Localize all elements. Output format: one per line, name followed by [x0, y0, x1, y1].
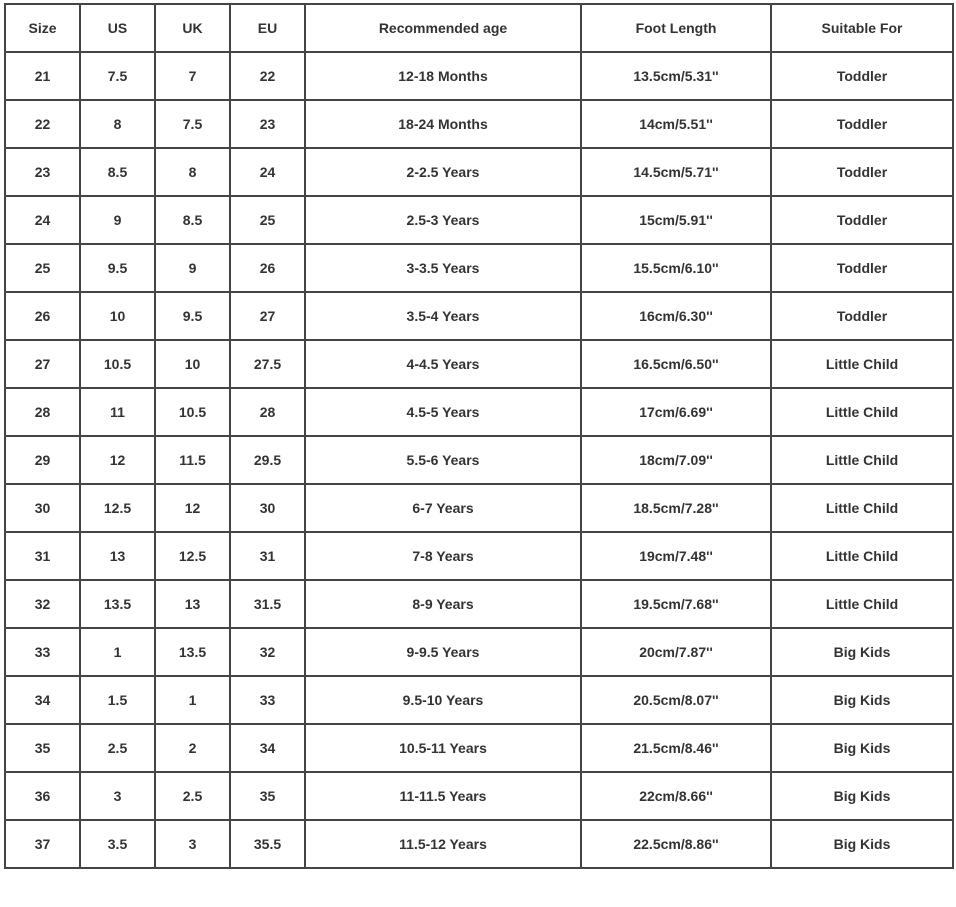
- cell-recommended-age: 3.5-4 Years: [305, 292, 581, 340]
- table-header: [5, 4, 953, 52]
- cell-uk: 1: [155, 676, 230, 724]
- cell-uk: 10: [155, 340, 230, 388]
- cell-eu: 35.5: [230, 820, 305, 868]
- cell-uk: 12: [155, 484, 230, 532]
- cell-uk: 13.5: [155, 628, 230, 676]
- cell-eu: 33: [230, 676, 305, 724]
- cell-foot-length: 22.5cm/8.86'': [581, 820, 771, 868]
- cell-eu: 31: [230, 532, 305, 580]
- cell-recommended-age: 8-9 Years: [305, 580, 581, 628]
- cell-eu: 31.5: [230, 580, 305, 628]
- cell-suitable-for: Toddler: [771, 100, 953, 148]
- cell-eu: 30: [230, 484, 305, 532]
- cell-us: 10.5: [80, 340, 155, 388]
- cell-recommended-age: 6-7 Years: [305, 484, 581, 532]
- cell-us: 7.5: [80, 52, 155, 100]
- table-row: [5, 580, 953, 628]
- cell-size: 32: [5, 580, 80, 628]
- cell-uk: 2: [155, 724, 230, 772]
- cell-suitable-for: Toddler: [771, 196, 953, 244]
- cell-foot-length: 14.5cm/5.71'': [581, 148, 771, 196]
- cell-uk: 7: [155, 52, 230, 100]
- cell-foot-length: 17cm/6.69'': [581, 388, 771, 436]
- cell-recommended-age: 5.5-6 Years: [305, 436, 581, 484]
- cell-recommended-age: 9-9.5 Years: [305, 628, 581, 676]
- cell-size: 26: [5, 292, 80, 340]
- cell-foot-length: 14cm/5.51'': [581, 100, 771, 148]
- cell-suitable-for: Big Kids: [771, 628, 953, 676]
- cell-eu: 27.5: [230, 340, 305, 388]
- table-row: [5, 388, 953, 436]
- column-header-recommended-age: Recommended age: [305, 4, 581, 52]
- cell-eu: 29.5: [230, 436, 305, 484]
- cell-uk: 8: [155, 148, 230, 196]
- cell-foot-length: 22cm/8.66'': [581, 772, 771, 820]
- cell-us: 11: [80, 388, 155, 436]
- cell-foot-length: 18cm/7.09'': [581, 436, 771, 484]
- cell-recommended-age: 4.5-5 Years: [305, 388, 581, 436]
- cell-size: 24: [5, 196, 80, 244]
- cell-suitable-for: Little Child: [771, 436, 953, 484]
- cell-foot-length: 15cm/5.91'': [581, 196, 771, 244]
- cell-recommended-age: 3-3.5 Years: [305, 244, 581, 292]
- table-row: [5, 628, 953, 676]
- cell-eu: 35: [230, 772, 305, 820]
- cell-uk: 2.5: [155, 772, 230, 820]
- cell-eu: 34: [230, 724, 305, 772]
- table-row: [5, 484, 953, 532]
- cell-us: 9.5: [80, 244, 155, 292]
- cell-us: 9: [80, 196, 155, 244]
- column-header-size: Size: [5, 4, 80, 52]
- table-row: [5, 436, 953, 484]
- table-row: [5, 52, 953, 100]
- cell-suitable-for: Little Child: [771, 388, 953, 436]
- cell-uk: 7.5: [155, 100, 230, 148]
- cell-recommended-age: 2.5-3 Years: [305, 196, 581, 244]
- cell-uk: 9.5: [155, 292, 230, 340]
- cell-eu: 24: [230, 148, 305, 196]
- cell-us: 13: [80, 532, 155, 580]
- cell-us: 12: [80, 436, 155, 484]
- column-header-eu: EU: [230, 4, 305, 52]
- cell-uk: 12.5: [155, 532, 230, 580]
- cell-us: 10: [80, 292, 155, 340]
- cell-size: 29: [5, 436, 80, 484]
- cell-us: 3.5: [80, 820, 155, 868]
- cell-eu: 28: [230, 388, 305, 436]
- cell-size: 34: [5, 676, 80, 724]
- cell-foot-length: 21.5cm/8.46'': [581, 724, 771, 772]
- table-row: [5, 196, 953, 244]
- cell-suitable-for: Little Child: [771, 484, 953, 532]
- cell-foot-length: 13.5cm/5.31'': [581, 52, 771, 100]
- table-row: [5, 772, 953, 820]
- cell-uk: 8.5: [155, 196, 230, 244]
- column-header-uk: UK: [155, 4, 230, 52]
- cell-recommended-age: 18-24 Months: [305, 100, 581, 148]
- cell-suitable-for: Little Child: [771, 532, 953, 580]
- cell-uk: 13: [155, 580, 230, 628]
- cell-size: 25: [5, 244, 80, 292]
- cell-us: 3: [80, 772, 155, 820]
- cell-suitable-for: Big Kids: [771, 724, 953, 772]
- cell-recommended-age: 4-4.5 Years: [305, 340, 581, 388]
- table-row: [5, 724, 953, 772]
- cell-size: 37: [5, 820, 80, 868]
- cell-us: 13.5: [80, 580, 155, 628]
- cell-suitable-for: Big Kids: [771, 820, 953, 868]
- table-row: [5, 100, 953, 148]
- cell-us: 2.5: [80, 724, 155, 772]
- table-row: [5, 340, 953, 388]
- cell-suitable-for: Toddler: [771, 148, 953, 196]
- table-body: [5, 52, 953, 868]
- cell-foot-length: 16cm/6.30'': [581, 292, 771, 340]
- cell-size: 31: [5, 532, 80, 580]
- cell-suitable-for: Big Kids: [771, 676, 953, 724]
- cell-eu: 22: [230, 52, 305, 100]
- cell-foot-length: 19.5cm/7.68'': [581, 580, 771, 628]
- header-row: [5, 4, 953, 52]
- cell-size: 28: [5, 388, 80, 436]
- cell-suitable-for: Big Kids: [771, 772, 953, 820]
- cell-size: 33: [5, 628, 80, 676]
- cell-us: 8: [80, 100, 155, 148]
- cell-uk: 9: [155, 244, 230, 292]
- cell-us: 1.5: [80, 676, 155, 724]
- cell-size: 23: [5, 148, 80, 196]
- cell-recommended-age: 11.5-12 Years: [305, 820, 581, 868]
- table-row: [5, 532, 953, 580]
- cell-suitable-for: Little Child: [771, 580, 953, 628]
- column-header-suitable-for: Suitable For: [771, 4, 953, 52]
- cell-recommended-age: 9.5-10 Years: [305, 676, 581, 724]
- cell-eu: 25: [230, 196, 305, 244]
- cell-eu: 27: [230, 292, 305, 340]
- size-chart-table: [4, 3, 954, 869]
- cell-us: 8.5: [80, 148, 155, 196]
- cell-size: 22: [5, 100, 80, 148]
- column-header-us: US: [80, 4, 155, 52]
- cell-suitable-for: Toddler: [771, 244, 953, 292]
- cell-suitable-for: Little Child: [771, 340, 953, 388]
- cell-foot-length: 15.5cm/6.10'': [581, 244, 771, 292]
- cell-eu: 26: [230, 244, 305, 292]
- cell-foot-length: 16.5cm/6.50'': [581, 340, 771, 388]
- cell-foot-length: 18.5cm/7.28'': [581, 484, 771, 532]
- cell-eu: 23: [230, 100, 305, 148]
- cell-us: 1: [80, 628, 155, 676]
- cell-recommended-age: 7-8 Years: [305, 532, 581, 580]
- cell-size: 36: [5, 772, 80, 820]
- cell-eu: 32: [230, 628, 305, 676]
- cell-suitable-for: Toddler: [771, 52, 953, 100]
- cell-uk: 10.5: [155, 388, 230, 436]
- table-row: [5, 820, 953, 868]
- column-header-foot-length: Foot Length: [581, 4, 771, 52]
- cell-uk: 3: [155, 820, 230, 868]
- cell-size: 21: [5, 52, 80, 100]
- cell-size: 27: [5, 340, 80, 388]
- cell-suitable-for: Toddler: [771, 292, 953, 340]
- table-row: [5, 292, 953, 340]
- cell-size: 35: [5, 724, 80, 772]
- cell-foot-length: 20cm/7.87'': [581, 628, 771, 676]
- table-row: [5, 244, 953, 292]
- cell-us: 12.5: [80, 484, 155, 532]
- cell-recommended-age: 10.5-11 Years: [305, 724, 581, 772]
- cell-foot-length: 19cm/7.48'': [581, 532, 771, 580]
- cell-size: 30: [5, 484, 80, 532]
- cell-recommended-age: 2-2.5 Years: [305, 148, 581, 196]
- cell-recommended-age: 12-18 Months: [305, 52, 581, 100]
- cell-uk: 11.5: [155, 436, 230, 484]
- table-row: [5, 148, 953, 196]
- cell-recommended-age: 11-11.5 Years: [305, 772, 581, 820]
- cell-foot-length: 20.5cm/8.07'': [581, 676, 771, 724]
- table-row: [5, 676, 953, 724]
